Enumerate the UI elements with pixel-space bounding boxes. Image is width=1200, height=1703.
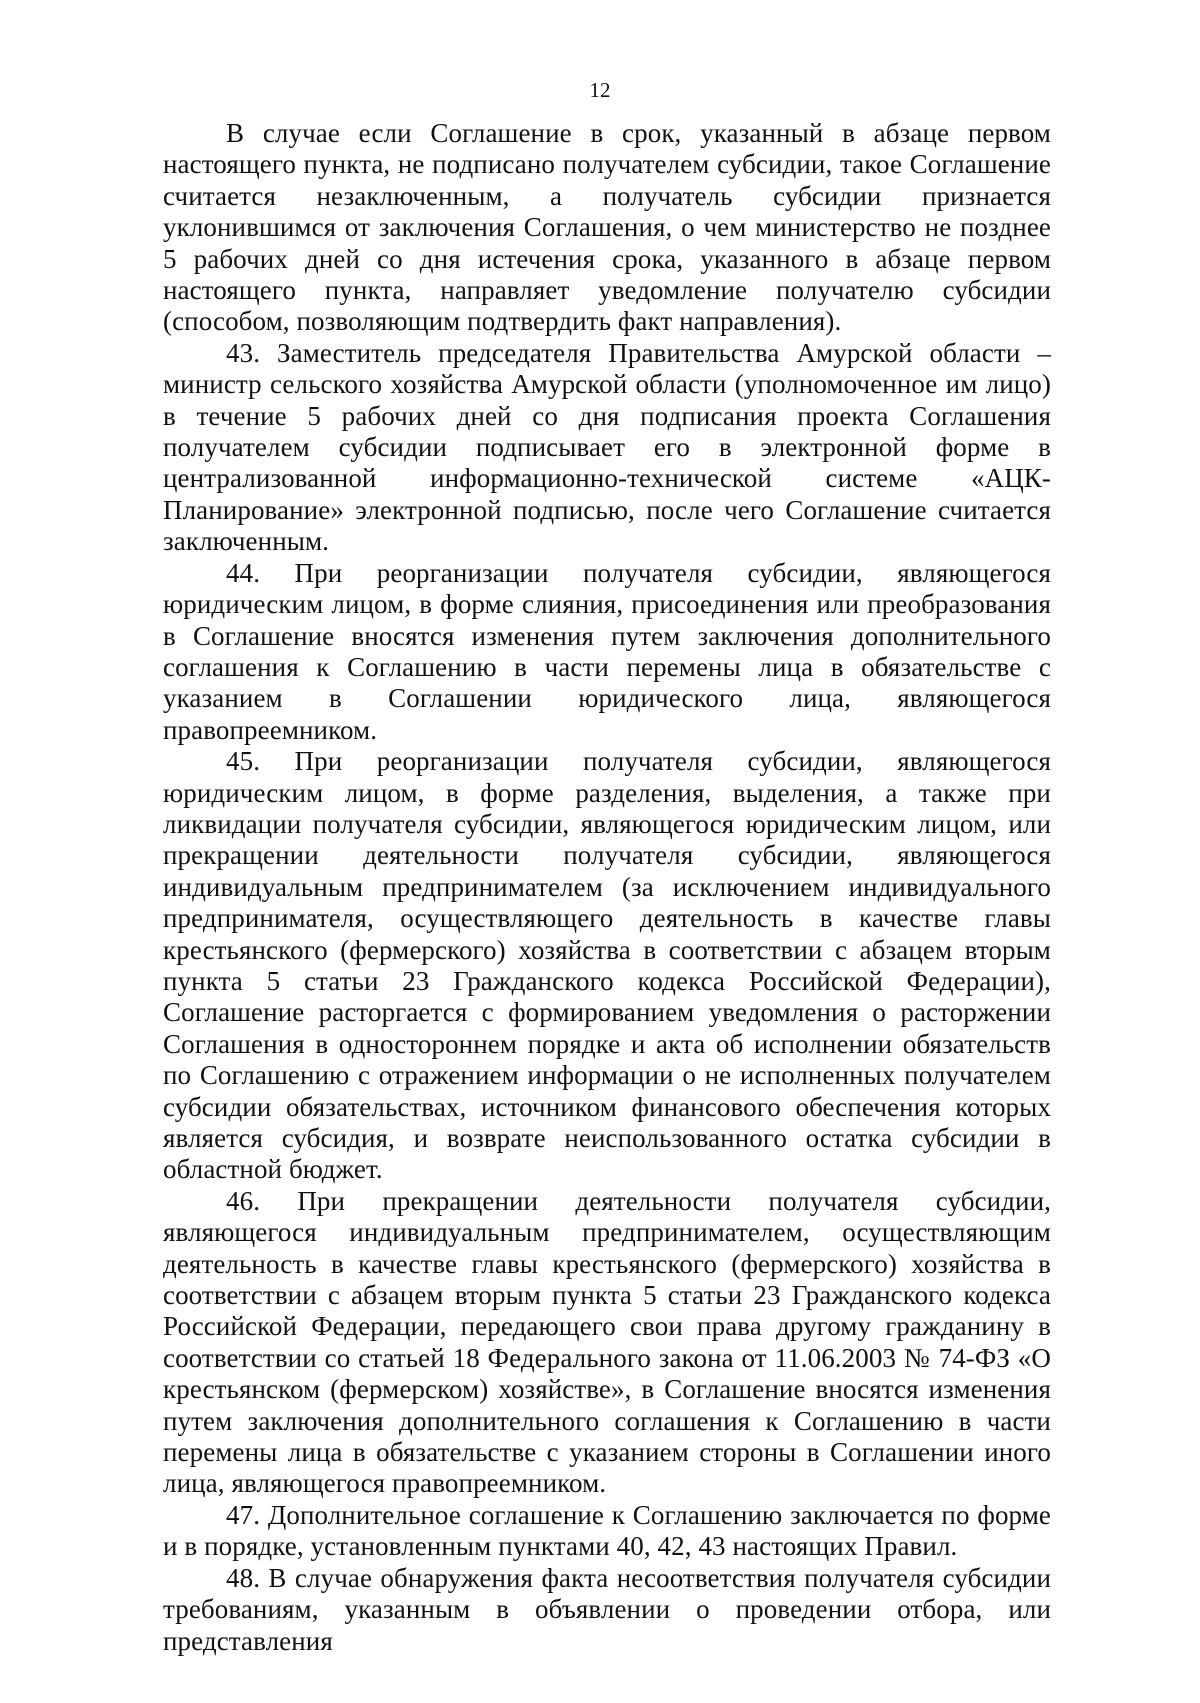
paragraph-47: 47. Дополнительное соглашение к Соглашению заключается по форме и в порядке, установленным пунктами 40, 42, 43 настоящих Правил.: [163, 1499, 1051, 1562]
paragraph-44: 44. При реорганизации получателя субсидии, являющегося юридическим лицом, в форме слияния, присоединения или преобразования в Соглашение вносятся изменения путем заключения дополнительного соглашения к Соглашению в части перемены лица в обязательстве с указанием в Соглашении юридического лица, являющегося правопреемником.: [163, 557, 1051, 745]
paragraph-43: 43. Заместитель председателя Правительства Амурской области – министр сельского хозяйства Амурской области (уполномоченное им лицо) в течение 5 рабочих дней со дня подписания проекта Соглашения получателем субсидии подписывает его в электронной форме в централизованной информационно-технической системе «АЦК-Планирование» электронной подписью, после чего Соглашение считается заключенным.: [163, 337, 1051, 557]
document-body: [163, 118, 1051, 1657]
paragraph-48: 48. В случае обнаружения факта несоответствия получателя субсидии требованиям, указанным в объявлении о проведении отбора, или представления: [163, 1562, 1051, 1656]
paragraph-46: 46. При прекращении деятельности получателя субсидии, являющегося индивидуальным предпринимателем, осуществляющим деятельность в качестве главы крестьянского (фермерского) хозяйства в соответствии с абзацем вторым пункта 5 статьи 23 Гражданского кодекса Российской Федерации, передающего свои права другому гражданину в соответствии со статьей 18 Федерального закона от 11.06.2003 № 74-ФЗ «О крестьянском (фермерском) хозяйстве», в Соглашение вносятся изменения путем заключения дополнительного соглашения к Соглашению в части перемены лица в обязательстве с указанием стороны в Соглашении иного лица, являющегося правопреемником.: [163, 1185, 1051, 1499]
paragraph-45: 45. При реорганизации получателя субсидии, являющегося юридическим лицом, в форме разделения, выделения, а также при ликвидации получателя субсидии, являющегося юридическим лицом, или прекращении деятельности получателя субсидии, являющегося индивидуальным предпринимателем (за исключением индивидуального предпринимателя, осуществляющего деятельность в качестве главы крестьянского (фермерского) хозяйства в соответствии с абзацем вторым пункта 5 статьи 23 Гражданского кодекса Российской Федерации), Соглашение расторгается с формированием уведомления о расторжении Соглашения в одностороннем порядке и акта об исполнении обязательств по Соглашению с отражением информации о не исполненных получателем субсидии обязательствах, источником финансового обеспечения которых является субсидия, и возврате неиспользованного остатка субсидии в областной бюджет.: [163, 746, 1051, 1185]
paragraph-42-continuation: В случае если Соглашение в срок, указанный в абзаце первом настоящего пункта, не подписано получателем субсидии, такое Соглашение считается незаключенным, а получатель субсидии признается уклонившимся от заключения Соглашения, о чем министерство не позднее 5 рабочих дней со дня истечения срока, указанного в абзаце первом настоящего пункта, направляет уведомление получателю субсидии (способом, позволяющим подтвердить факт направления).: [163, 118, 1051, 337]
page-number: 12: [589, 78, 611, 102]
